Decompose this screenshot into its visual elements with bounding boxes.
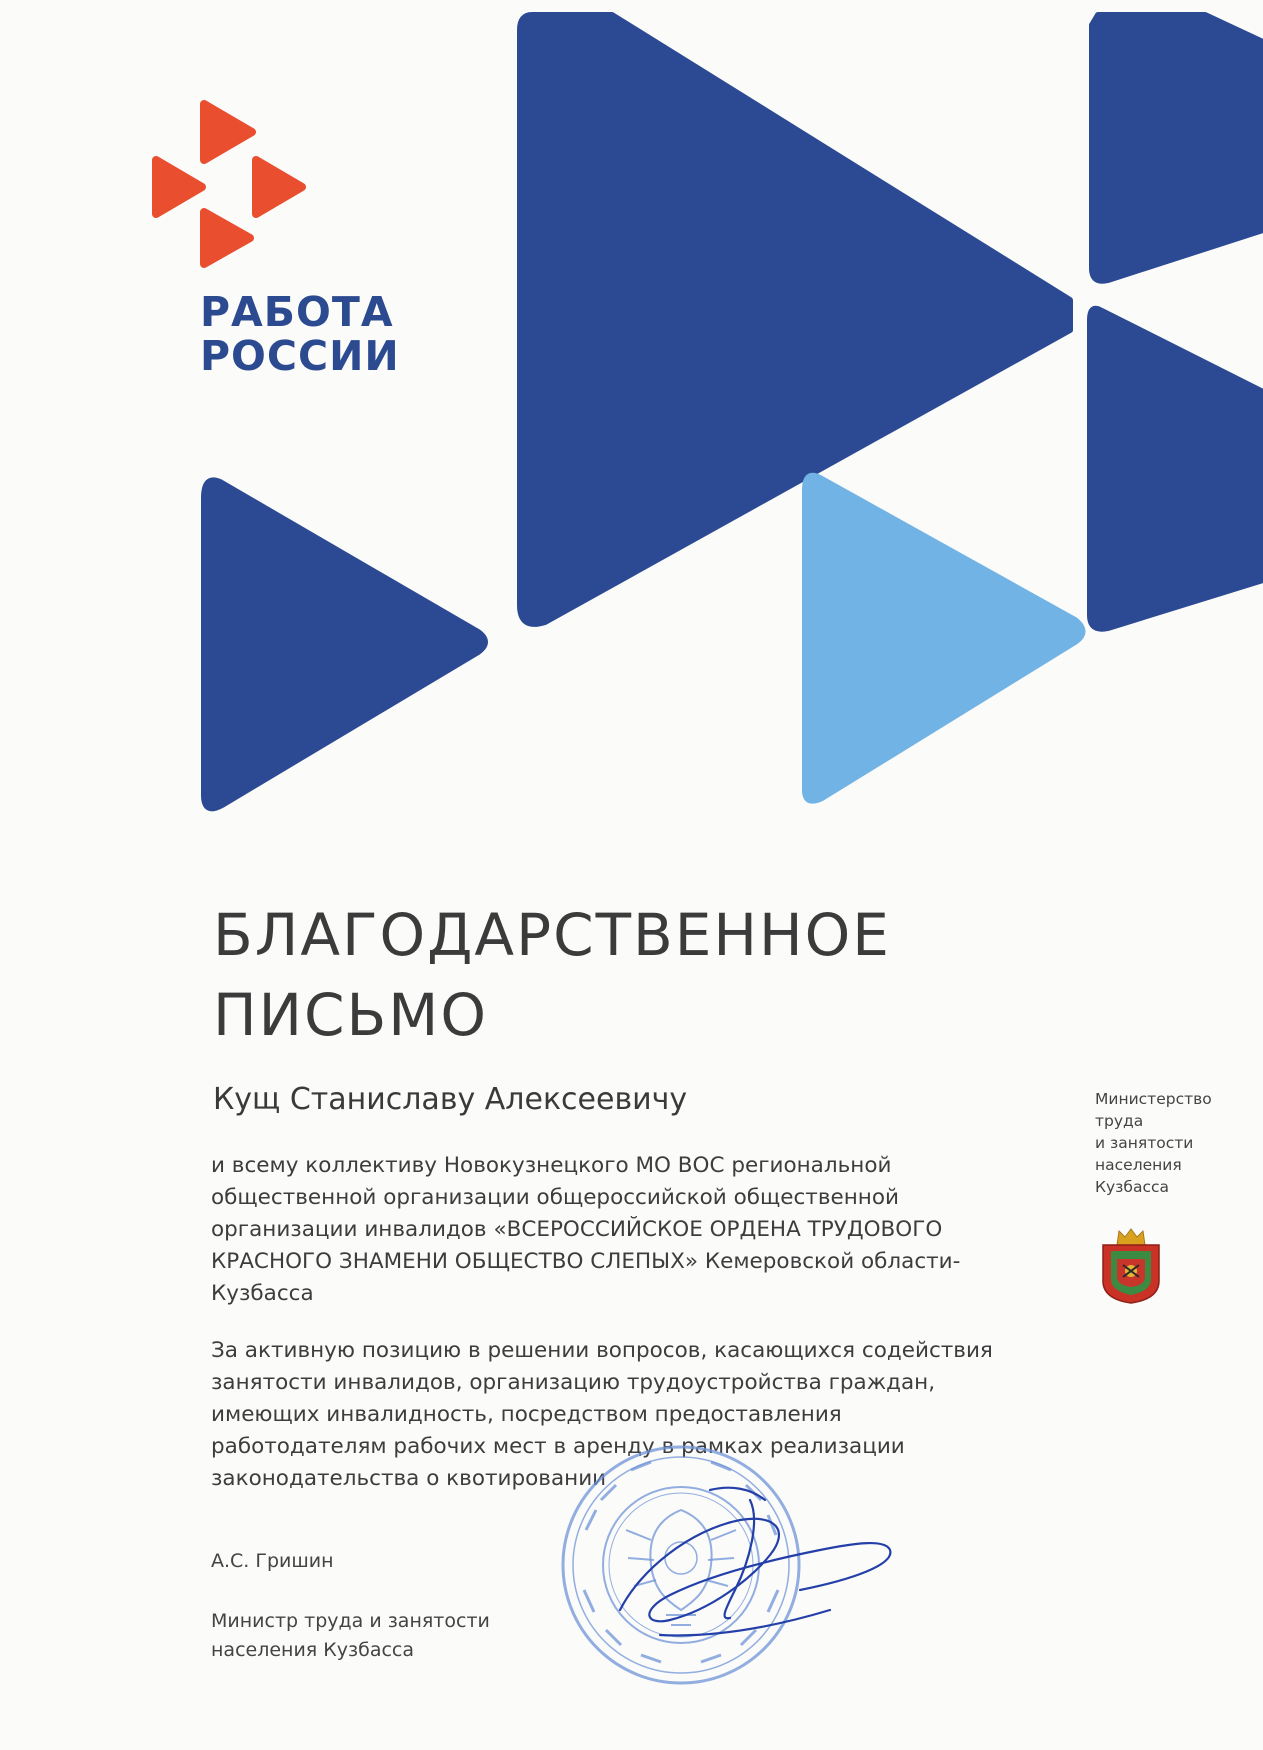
middle-right-triangle <box>1090 309 1263 629</box>
ministry-name: Министерство труда и занятости населения Кузбасса <box>1095 1090 1212 1196</box>
decorative-triangles <box>0 0 1263 820</box>
signer-name: А.С. Гришин <box>211 1550 334 1572</box>
title-line-2: ПИСЬМО <box>213 981 488 1049</box>
logo-mark-icon <box>156 104 302 264</box>
handwritten-signature-icon <box>600 1460 900 1660</box>
document-title <box>213 895 891 1055</box>
kuzbass-coat-of-arms-icon <box>1097 1225 1165 1305</box>
signer-position: Министр труда и занятости населения Кузбасса <box>211 1610 490 1661</box>
logo-wordmark <box>200 290 400 378</box>
title-line-1: БЛАГОДАРСТВЕННОЕ <box>213 901 891 969</box>
logo-line-1: РАБОТА <box>200 288 394 336</box>
logo-line-2: РОССИИ <box>200 332 400 380</box>
light-blue-triangle <box>805 476 1083 801</box>
big-dark-triangle <box>520 15 1070 624</box>
recipient-organization: и всему коллективу Новокузнецкого МО ВОС региональной общественной организации общероссийской общественной организации инвалидов «ВСЕРОССИЙСКОЕ ОРДЕНА ТРУДОВОГО КРАСНОГО ЗНАМЕНИ ОБЩЕСТВО СЛЕПЫХ» Кемеровской области- Кузбасса <box>211 1153 961 1306</box>
left-dark-triangle <box>204 480 485 808</box>
top-right-triangle <box>1092 15 1263 281</box>
gratitude-reason: За активную позицию в решении вопросов, касающихся содействия занятости инвалидов, организацию трудоустройства граждан, имеющих инвалидность, посредством предоставления работодателям рабочих мест в аренду в рамках реализации законодательства о квотировании <box>211 1338 993 1491</box>
recipient-name: Кущ Станиславу Алексеевичу <box>213 1082 688 1117</box>
